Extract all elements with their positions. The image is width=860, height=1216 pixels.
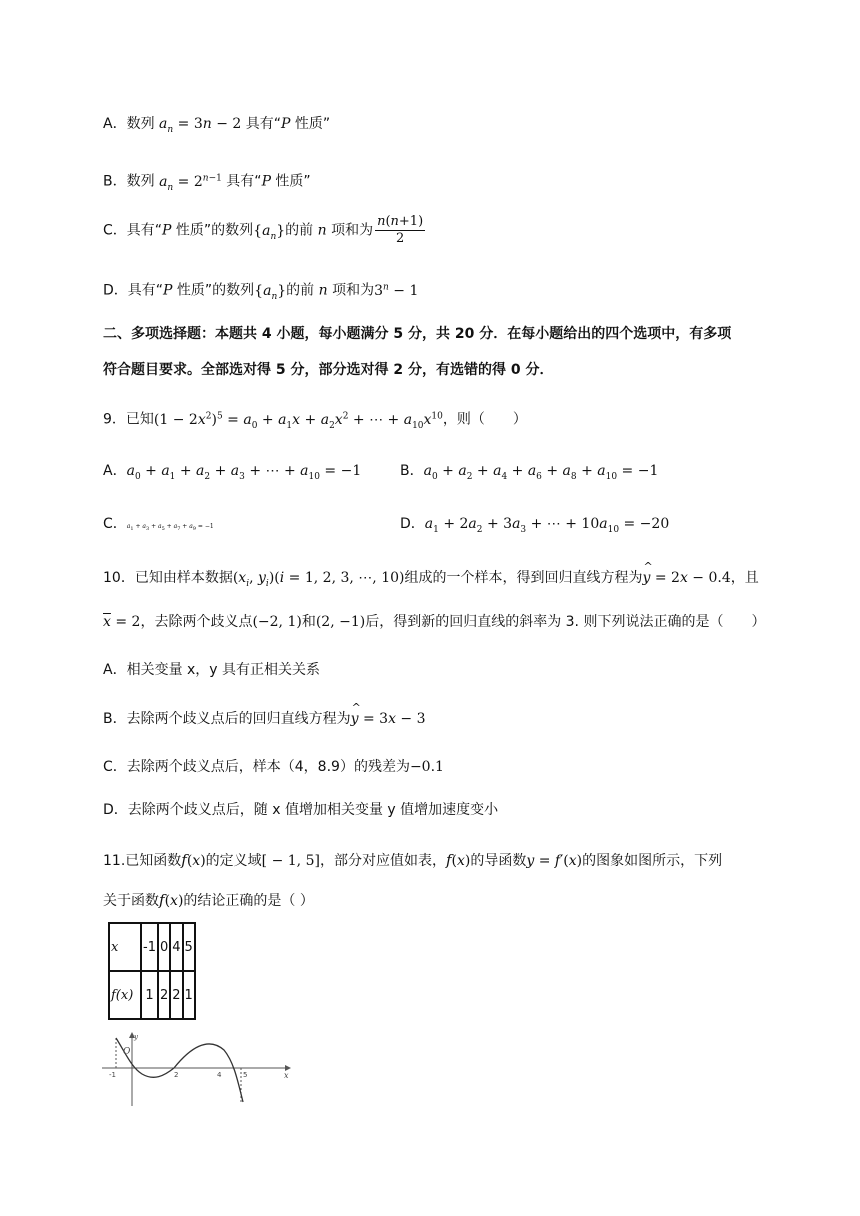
label-five: 5 — [243, 1071, 248, 1079]
q10-text: 组成的一个样本，得到回归直线方程为 — [404, 570, 643, 586]
derivative-curve — [116, 1038, 243, 1102]
q9-option-c: C．$a_1 + a_3 + a_5 + a_7 + a_9 = -1$ — [103, 516, 214, 533]
q10-stem-line1: 10．已知由样本数据($x_i$, $y_i)(i = 1$, 2, 3, ⋯, 10)组成的一个样本，得到回归直线方程为^ y = 2x − 0.4，且 — [103, 568, 759, 594]
table-header-fx: f(x) — [109, 971, 141, 1019]
q10-stem-line2: $\overline{x} = 2$，去除两个歧义点(−2, 1)和(2, −1)后，得到新的回归直线的斜率为 3. 则下列说法正确的是（ ） — [103, 614, 766, 630]
section-heading-line2: 符合题目要求。全部选对得 5 分，部分选对得 2 分，有选错的得 0 分． — [103, 362, 554, 378]
option-text: 项和为 — [332, 282, 375, 299]
option-text: B．数列 — [103, 173, 155, 190]
label-two: 2 — [174, 1071, 179, 1079]
q9-stem: 9．已知$(1 - 2x^2)^5 = a_0 + a_1x + a_2x^2$ + ⋯ + $a_{10}x^{10}$，则（ ） — [103, 411, 527, 431]
option-label: B． — [400, 463, 424, 479]
table-cell: 4 — [170, 923, 182, 971]
option-text: 项和为 — [331, 222, 374, 239]
label-neg1: -1 — [109, 1071, 116, 1079]
table-cell: 0 — [158, 923, 170, 971]
option-text: 具有“ — [226, 173, 262, 190]
table-row — [109, 923, 195, 971]
q10-text: 后，得到新的回归直线的斜率为 3. 则下列说法正确的是（ ） — [365, 614, 766, 630]
table-row — [109, 971, 195, 1019]
label-origin: O — [123, 1047, 131, 1057]
option-text: 性质”的数列 — [171, 222, 254, 239]
q11-text: 的图象如图所示，下列 — [582, 853, 723, 869]
p-letter: P — [162, 222, 172, 239]
q11-text: ，部分对应值如表， — [319, 853, 446, 869]
q11-text: 的导函数 — [470, 853, 527, 869]
question-tail: ，则（ ） — [442, 411, 527, 428]
q9-option-a: A．$a_0 + a_1 + a_2 + a_3$ + ⋯ + $a_{10} = -1$ — [103, 463, 362, 482]
p-letter: P — [163, 282, 173, 299]
question-number: 9．已知 — [103, 411, 154, 428]
option-text: 性质”的数列 — [172, 282, 255, 299]
option-label: A． — [103, 463, 127, 479]
option-text: 性质” — [290, 116, 331, 132]
option-text: B．去除两个歧义点后的回归直线方程为 — [103, 711, 351, 727]
q11-text: 11.已知函数 — [103, 853, 182, 869]
q11-stem-line2: 关于函数f(x)的结论正确的是（ ） — [103, 891, 314, 909]
option-text: 的前 — [286, 282, 315, 299]
label-x: x — [284, 1071, 289, 1080]
q8-option-c: C．具有“P 性质”的数列$\{a_n\}$的前 n 项和为 $\frac{n(n+1)}{2}$ — [103, 214, 424, 246]
q10-option-d: D．去除两个歧义点后，随 x 值增加相关变量 y 值增加速度变小 — [103, 802, 499, 818]
q10-option-b: B．去除两个歧义点后的回归直线方程为^ y = 3x − 3 — [103, 709, 426, 729]
option-text: D．具有“ — [103, 282, 164, 299]
table-cell: 2 — [170, 971, 182, 1019]
p-letter: P — [281, 116, 291, 132]
table-cell: -1 — [141, 923, 158, 971]
q10-text: 和 — [301, 614, 316, 630]
q11-text: 关于函数 — [103, 893, 159, 909]
q11-text: 的结论正确的是（ ） — [183, 893, 314, 909]
table-cell: 5 — [183, 923, 195, 971]
q8-option-d: D．具有“P 性质”的数列$\{a_n\}$的前 n 项和为$3^n - 1$ — [103, 282, 419, 302]
option-text: A．数列 — [103, 116, 155, 132]
option-label: D． — [400, 516, 425, 532]
q9-option-d: D．$a_1 + 2a_2 + 3a_3$ + ⋯ + $10a_{10} = -20$ — [400, 516, 670, 535]
option-text: 性质” — [270, 173, 311, 190]
q8-option-b: B．数列 $a_n = 2^{n-1}$ 具有“P 性质” — [103, 173, 311, 193]
q10-text: ，去除两个歧义点 — [140, 614, 253, 630]
q9-option-b: B．$a_0 + a_2 + a_4 + a_6 + a_8 + a_{10} = -1$ — [400, 463, 659, 482]
table-cell: 2 — [158, 971, 170, 1019]
option-text: C．去除两个歧义点后，样本（4，8.9）的残差为 — [103, 759, 410, 775]
p-letter: P — [261, 173, 271, 190]
q10-option-a: A．相关变量 x，y 具有正相关关系 — [103, 662, 321, 678]
q11-stem-line1: 11.已知函数f(x)的定义域[ − 1, 5]，部分对应值如表，f(x)的导函数y = f′(x)的图象如图所示，下列 — [103, 851, 723, 869]
table-cell: 1 — [141, 971, 158, 1019]
label-four: 4 — [217, 1071, 222, 1079]
q10-text: 10．已知由样本数据 — [103, 570, 233, 586]
option-text: C．具有“ — [103, 222, 163, 239]
q10-text: ，且 — [730, 570, 759, 586]
option-text: 的前 — [285, 222, 314, 239]
q10-option-c — [103, 757, 444, 777]
derivative-graph — [100, 1030, 295, 1110]
q11-text: 的定义域 — [205, 853, 262, 869]
n-letter: n — [314, 282, 333, 299]
table-cell: 1 — [183, 971, 195, 1019]
residual-value: −0.1 — [409, 759, 444, 775]
label-y: y — [134, 1033, 138, 1041]
option-text: 具有“ — [245, 116, 282, 132]
section-heading-line1: 二、多项选择题：本题共 4 小题，每小题满分 5 分，共 20 分．在每小题给出的四个选项中，有多项 — [103, 326, 732, 342]
table-header-x: x — [109, 923, 141, 971]
n-letter: n — [313, 222, 332, 239]
option-label: C． — [103, 516, 127, 532]
q8-option-a: A．数列 $a_n = 3n - 2$ 具有“P 性质” — [103, 116, 331, 135]
value-table — [108, 922, 196, 1020]
